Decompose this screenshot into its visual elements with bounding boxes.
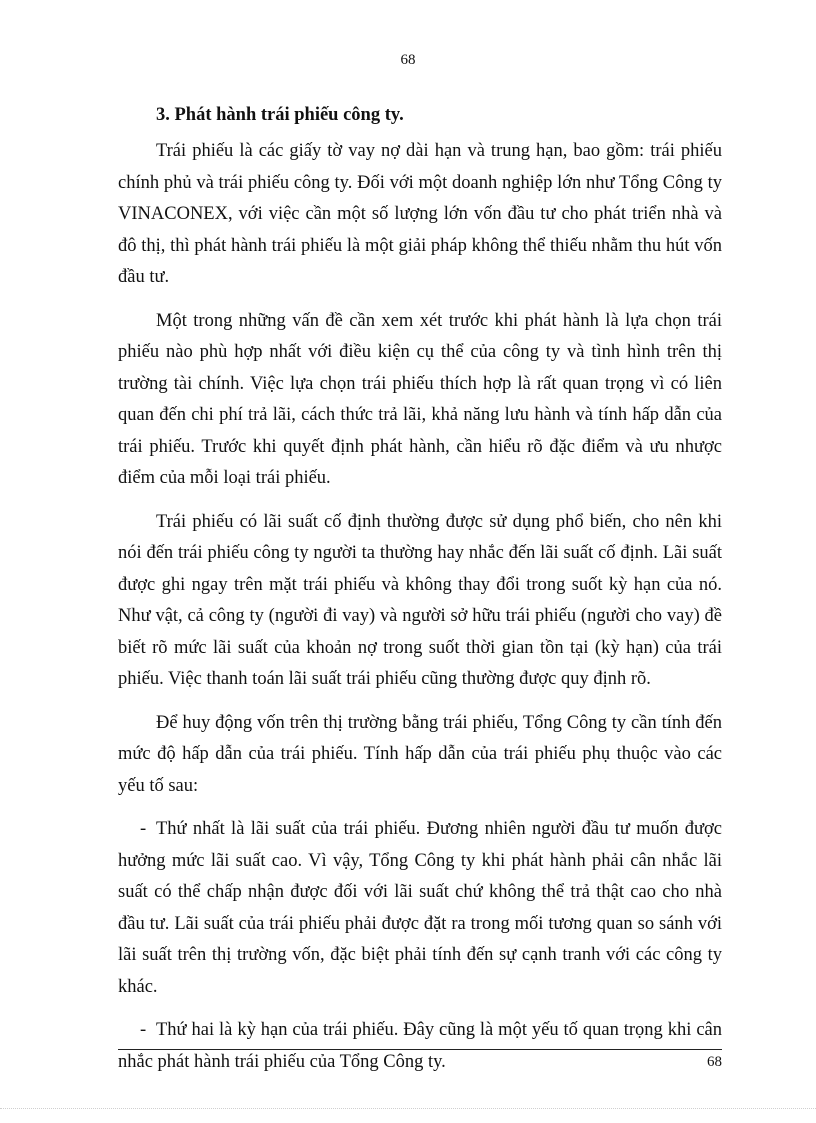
paragraph-attractiveness: Để huy động vốn trên thị trường bằng trái phiếu, Tổng Công ty cần tính đến mức độ hấp dẫn của trái phiếu. Tính hấp dẫn của trái phiếu phụ thuộc vào các yếu tố sau: [118,712,722,796]
list-item-interest-rate [118,814,722,1003]
paragraph-bond-selection: Một trong những vấn đề cần xem xét trước khi phát hành là lựa chọn trái phiếu nào phù hợp nhất với điều kiện cụ thể của công ty và tình hình trên thị trường tài chính. Việc lựa chọn trái phiếu thích hợp là rất quan trọng vì có liên quan đến chi phí trả lãi, cách thức trả lãi, khả năng lưu hành và tính hấp dẫn của trái phiếu. Trước khi quyết định phát hành, cần hiểu rõ đặc điểm và ưu nhược điểm của mỗi loại trái phiếu. [118,310,722,488]
footer-divider [118,1049,722,1050]
paragraph-fixed-rate: Trái phiếu có lãi suất cố định thường được sử dụng phổ biến, cho nên khi nói đến trái phiếu công ty người ta thường hay nhắc đến lãi suất cố định. Lãi suất được ghi ngay trên mặt trái phiếu và không thay đổi trong suốt kỳ hạn của nó. Như vật, cả công ty (người đi vay) và người sở hữu trái phiếu (người cho vay) đề biết rõ mức lãi suất của khoản nợ trong suốt thời gian tồn tại (kỳ hạn) của trái phiếu. Việc thanh toán lãi suất trái phiếu cũng thường được quy định rõ. [118,511,722,689]
list-item-text: Thứ nhất là lãi suất của trái phiếu. Đương nhiên người đầu tư muốn được hưởng mức lãi suất cao. Vì vậy, Tổng Công ty khi phát hành phải cân nhắc lãi suất có thể chấp nhận được đối với lãi suất chứ không thể trả thật cao cho nhà đầu tư. Lãi suất của trái phiếu phải được đặt ra trong mối tương quan so sánh với lãi suất trên thị trường vốn, đặc biệt phải tính đến sự cạnh tranh với các công ty khác. [118,819,722,997]
header-page-number: 68 [400,52,416,68]
bullet-marker: - [140,1020,147,1040]
bullet-marker: - [140,819,147,839]
footer-page-number: 68 [707,1054,722,1070]
paragraph-intro: Trái phiếu là các giấy tờ vay nợ dài hạn và trung hạn, bao gồm: trái phiếu chính phủ và trái phiếu công ty. Đối với một doanh nghiệp lớn như Tổng Công ty VINACONEX, với việc cần một số lượng lớn vốn đầu tư cho phát triển nhà và đô thị, thì phát hành trái phiếu là một giải pháp không thể thiếu nhằm thu hút vốn đầu tư. [118,141,722,287]
list-item-text: Thứ hai là kỳ hạn của trái phiếu. Đây cũng là một yếu tố quan trọng khi cân nhắc phát hành trái phiếu của Tổng Công ty. [118,1020,722,1072]
section-title: 3. Phát hành trái phiếu công ty. [156,105,404,125]
page-bottom-border [0,1108,816,1109]
document-body [118,98,722,1090]
